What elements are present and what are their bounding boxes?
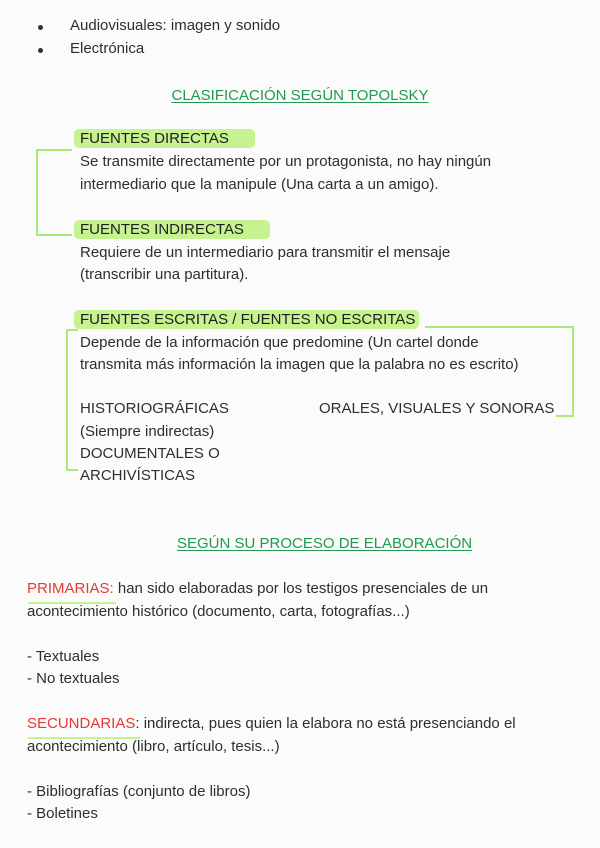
directas-text-line: Se transmite directamente por un protagonista, no hay ningún [80, 153, 492, 170]
directas-text-line: intermediario que la manipule (Una carta a un amigo). [80, 176, 439, 193]
list-item: - Bibliografías (conjunto de libros) [27, 783, 251, 800]
primarias-label: PRIMARIAS: [27, 580, 114, 597]
list-item: Electrónica [70, 40, 145, 57]
historiograficas-line: ARCHIVÍSTICAS [80, 467, 196, 484]
bracket-line [66, 329, 78, 331]
bracket-line [66, 469, 78, 471]
list-item: - Boletines [27, 805, 98, 822]
secundarias-line: acontecimiento (libro, artículo, tesis...) [27, 738, 280, 755]
fuentes-directas-title: FUENTES DIRECTAS [74, 130, 255, 147]
bullet-icon [38, 25, 43, 30]
bracket-line [425, 326, 574, 328]
list-item: Audiovisuales: imagen y sonido [70, 17, 281, 34]
escritas-text-line: transmita más información la imagen que la palabra no es escrito) [80, 356, 519, 373]
escritas-text-line: Depende de la información que predomine (Un cartel donde [80, 334, 479, 351]
bullet-icon [38, 48, 43, 53]
primarias-line: acontecimiento histórico (documento, carta, fotografías...) [27, 603, 410, 620]
indirectas-text-line: Requiere de un intermediario para transmitir el mensaje [80, 244, 451, 261]
orales-label: ORALES, VISUALES Y SONORAS [319, 400, 555, 417]
fuentes-escritas-title: FUENTES ESCRITAS / FUENTES NO ESCRITAS [74, 311, 419, 328]
historiograficas-line: DOCUMENTALES O [80, 445, 220, 462]
historiograficas-line: (Siempre indirectas) [80, 423, 215, 440]
historiograficas-line: HISTORIOGRÁFICAS [80, 400, 229, 417]
section-heading-topolsky: CLASIFICACIÓN SEGÚN TOPOLSKY [171, 87, 429, 104]
bracket-line [556, 415, 574, 417]
secundarias-line: SECUNDARIAS: indirecta, pues quien la elabora no está presenciando el [27, 715, 516, 732]
bracket-line [66, 329, 68, 470]
indirectas-text-line: (transcribir una partitura). [80, 266, 249, 283]
secundarias-label: SECUNDARIAS [27, 715, 136, 732]
bracket-line [36, 149, 38, 235]
primarias-line: PRIMARIAS: han sido elaboradas por los testigos presenciales de un [27, 580, 489, 597]
fuentes-indirectas-title: FUENTES INDIRECTAS [74, 221, 270, 238]
bracket-line [36, 149, 72, 151]
bracket-line [572, 326, 574, 417]
list-item: - No textuales [27, 670, 120, 687]
list-item: - Textuales [27, 648, 100, 665]
section-heading-elaboracion: SEGÚN SU PROCESO DE ELABORACIÓN [177, 535, 473, 552]
bracket-line [36, 234, 72, 236]
